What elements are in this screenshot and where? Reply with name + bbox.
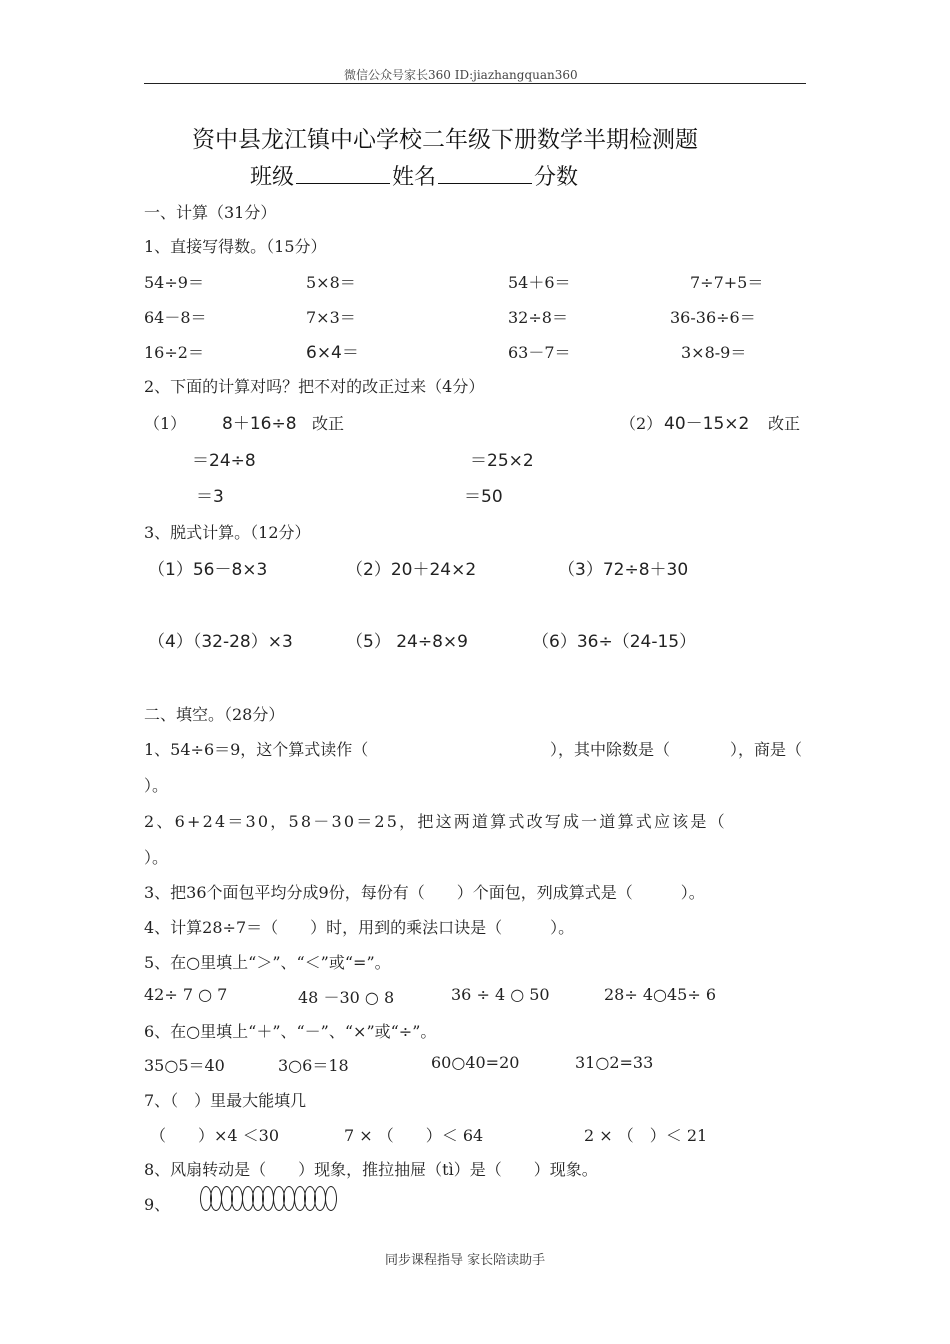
calc-item: 7×3＝ (306, 308, 356, 327)
operator-item: 3○6＝18 (278, 1056, 349, 1075)
fill-q3: 3、把36个面包平均分成9份，每份有（ ）个面包，列成算式是（ ）。 (144, 883, 705, 902)
calc-item: 54＋6＝ (508, 273, 571, 292)
footer-text: 同步课程指导 家长陪读助手 (385, 1253, 546, 1268)
calc-item: 36-36÷6＝ (670, 308, 756, 327)
step-calc-item: （3）72÷8＋30 (558, 560, 689, 580)
q2-part1-step1: ＝24÷8 (192, 451, 256, 471)
q2-part1-fix: 改正 (312, 414, 345, 433)
fill-q8: 8、风扇转动是（ ）现象，推拉抽屉（tì）是（ ）现象。 (144, 1160, 598, 1179)
section1-heading: 一、计算（31分） (144, 203, 277, 222)
fill-q2-a: 2、6+24＝30，58－30＝25，把这两道算式改写成一道算式应该是（ (144, 812, 727, 831)
fill-q4: 4、计算28÷7＝（ ）时，用到的乘法口诀是（ ）。 (144, 918, 575, 937)
calc-item: 54÷9＝ (144, 273, 204, 292)
calc-item: 16÷2＝ (144, 343, 204, 362)
calc-item: 6×4＝ (306, 343, 359, 363)
fill-q1-c: ），商是（ (730, 740, 803, 759)
s1-q3-heading: 3、脱式计算。（12分） (144, 523, 311, 542)
step-calc-item: （4）（32-28）×3 (148, 632, 293, 652)
q2-part2-step1: ＝25×2 (470, 451, 534, 471)
q2-part2-fix: 改正 (768, 414, 801, 433)
score-label: 分数 (534, 165, 579, 190)
header-rule (144, 83, 806, 84)
section2-heading: 二、填空。（28分） (144, 705, 285, 724)
fill-q9: 9、 (144, 1195, 171, 1214)
step-calc-item: （5） 24÷8×9 (346, 632, 468, 652)
fill-q6: 6、在○里填上“＋”、“－”、“×”或“÷”。 (144, 1022, 437, 1041)
calc-item: 64－8＝ (144, 308, 207, 327)
step-calc-item: （2）20＋24×2 (346, 560, 477, 580)
max-fill-item: 7 × （ ）＜ 64 (344, 1126, 484, 1145)
page-title: 资中县龙江镇中心学校二年级下册数学半期检测题 (192, 127, 698, 153)
q2-part1-label: （1） (144, 414, 187, 433)
step-calc-item: （1）56－8×3 (148, 560, 268, 580)
circle-row (200, 1186, 335, 1211)
calc-item: 7÷7+5＝ (690, 273, 764, 292)
header-wechat: 微信公众号家长360 ID:jiazhangquan360 (344, 68, 578, 82)
calc-item: 32÷8＝ (508, 308, 568, 327)
circle-shape (325, 1186, 337, 1211)
fill-q1-b: ），其中除数是（ (550, 740, 671, 759)
q2-part2-step2: ＝50 (464, 487, 503, 507)
q2-part2-label: （2） (620, 414, 663, 433)
q2-part1-expr: 8＋16÷8 (222, 414, 297, 434)
q2-part1-step2: ＝3 (196, 487, 224, 507)
s1-q1-heading: 1、直接写得数。（15分） (144, 237, 327, 256)
fill-q1-a: 1、54÷6＝9，这个算式读作（ (144, 740, 369, 759)
operator-item: 31○2=33 (575, 1053, 654, 1072)
calc-item: 3×8-9＝ (681, 343, 747, 362)
calc-item: 63－7＝ (508, 343, 571, 362)
compare-item: 28÷ 4○45÷ 6 (604, 985, 717, 1004)
name-label: 姓名 (392, 165, 437, 190)
fill-q1-d: ）。 (144, 776, 169, 795)
operator-item: 60○40=20 (431, 1053, 520, 1072)
step-calc-item: （6）36÷（24-15） (532, 632, 697, 652)
compare-item: 36 ÷ 4 ○ 50 (451, 985, 550, 1004)
fill-q2-b: ）。 (144, 848, 169, 867)
fill-q7: 7、（ ）里最大能填几 (144, 1091, 307, 1110)
calc-item: 5×8＝ (306, 273, 356, 292)
max-fill-item: 2 × （ ）＜ 21 (584, 1126, 708, 1145)
q2-part2-expr: 40－15×2 (664, 414, 750, 434)
operator-item: 35○5＝40 (144, 1056, 225, 1075)
class-label: 班级 (250, 165, 295, 190)
compare-item: 48 －30 ○ 8 (298, 988, 395, 1007)
name-blank[interactable] (438, 163, 532, 184)
student-info-line (250, 160, 578, 191)
compare-item: 42÷ 7 ○ 7 (144, 985, 228, 1004)
class-blank[interactable] (296, 163, 390, 184)
fill-q5: 5、在○里填上“＞”、“＜”或“=”。 (144, 953, 391, 972)
s1-q2-heading: 2、下面的计算对吗？把不对的改正过来（4分） (144, 377, 485, 396)
max-fill-item: （ ）×4 ＜30 (150, 1126, 280, 1145)
